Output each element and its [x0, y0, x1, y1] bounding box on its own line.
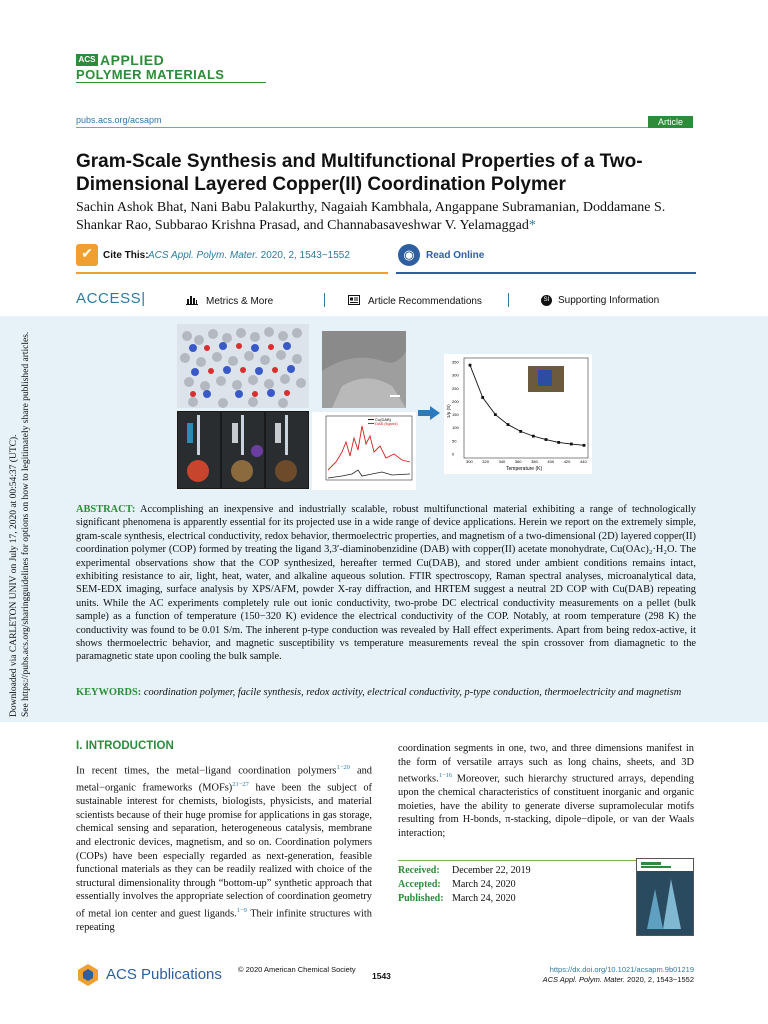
crystal-structure-image — [177, 324, 309, 408]
globe-icon: ◉ — [398, 244, 420, 266]
accepted-label: Accepted: — [398, 879, 441, 890]
intro-text: In recent times, the metal−ligand coordination polymers — [76, 765, 337, 777]
access-bar — [76, 289, 696, 313]
intro-text: Moreover, such hierarchy structured arrays, depending upon the chemical characteristics of constituent inorganic and organic moieties, have the ability to generate diverse supramolecular motifs resulting from H-bonds, π-stacking, dipole−dipole, or van der Waals interaction; — [398, 773, 694, 840]
access-divider — [324, 293, 325, 307]
published-value: March 24, 2020 — [452, 893, 516, 904]
intro-text: and metal−organic frameworks (MOFs) — [76, 765, 372, 794]
logo-underline — [76, 82, 266, 83]
spectra-plot — [312, 412, 416, 490]
plot-xtick-label: 360 — [514, 459, 522, 464]
plot-data-point — [519, 430, 522, 433]
doi-citation — [540, 975, 694, 985]
plot-data-point — [507, 423, 510, 426]
plot-xtick-label: 380 — [531, 459, 538, 464]
plot-xtick-label: 420 — [563, 459, 571, 464]
access-text: ACCESS — [76, 290, 142, 307]
conductivity-plot — [444, 354, 592, 474]
published-label: Published: — [398, 893, 444, 904]
citation-journal: ACS Appl. Polym. Mater. — [148, 250, 258, 261]
citation-link[interactable] — [148, 250, 350, 261]
abstract-text: Accomplishing an inexpensive and industrially scalable, robust multifunctional material exhibiting a range of technologically significant phenomena is apparently essential for its projected use in a wide range of device applications. Herein we report on the extremely simple, gram-scale synthesis, electrical conductivity, redox behavior, thermoelectric properties, and magnetism of a two-dimensional (2D) layered copper(II) coordination polymer (COP) formed by treating the ligand 3,3′-diaminobenzidine (DAB) with copper(II) acetate monohydrate, Cu(OAc)₂·H₂O. The experimental observations show that the COP synthesized, hereafter termed Cu(DAB), and stored under ambient conditions remains intact, exhibiting resistance to air, light, heat, water, and alkaline aqueous solution. FTIR spectroscopy, Raman spectral analyses, microanalytical data, SEM-EDX imaging, surface analysis by XPS/AFM, powder X-ray diffraction, and HRTEM suggest a neutral 2D COP with Cu(DAB) repeating units. While the AC experiments completely rule out ionic conductivity, two-probe DC electrical conductivity measurements on a pellet (bulk sample) as a function of temperature (150−320 K) evidence the electrical conductivity of the COP. Notably, at room temperature (298 K) the conductivity was found to be 0.01 S/m. The inherent p-type conduction was revealed by Hall effect experiments. Apart from being redox-active, it shows thermoelectric behavior, and magnetic susceptibility vs temperature measurements reveal the spin crossover from diamagnetic to the paramagnetic state upon cooling the bulk sample. — [76, 504, 696, 663]
journal-cover-thumbnail[interactable] — [636, 858, 694, 936]
accepted-value: March 24, 2020 — [452, 879, 516, 890]
recommendations-label: Article Recommendations — [368, 296, 482, 307]
check-icon: ✔ — [76, 244, 98, 266]
plot-data-point — [532, 435, 535, 438]
header-divider — [76, 127, 693, 128]
acs-badge: ACS — [76, 54, 98, 66]
plot-ytick-label: 350 — [452, 359, 459, 365]
received-label: Received: — [398, 865, 440, 876]
doi-block — [540, 965, 694, 985]
plot-ytick-label: 300 — [452, 372, 459, 378]
intro-paragraph-continued — [398, 742, 694, 841]
intro-text: coordination segments in one, two, and three dimensions manifest in the form of versatile arrays such as long chains, sheets, and 3D networks. — [398, 743, 694, 785]
intro-text: have been the subject of sustainable interest for chemists, biologists, physicists, and material scientists because of their huge promise for applications in gas storage, chemical sensing and separation, heterogeneous catalysis, membrane and electronic devices, magnetism, and so on. Coordination polymers (COPs) have been especially regarded as next-generation, feasible functional materials as they can be readily realized with choice of the structural dimensionality through “bottom-up” synthetic approach that essentially involves the appropriate selection of coordination geometry of metal ion center and guest ligands. — [76, 782, 372, 920]
journal-name-line1: APPLIED — [100, 52, 165, 68]
intro-text: Their infinite structures with repeating — [76, 908, 372, 933]
read-online-label[interactable]: Read Online — [426, 250, 485, 261]
access-divider — [508, 293, 509, 307]
plot-ytick-label: 0 — [452, 451, 455, 457]
corresponding-author-mark[interactable]: * — [528, 218, 536, 233]
conductivity-chart — [444, 354, 592, 474]
author-list — [76, 199, 696, 235]
plot-xtick-label: 440 — [580, 459, 587, 464]
plot-xtick-label: 320 — [482, 459, 489, 464]
intro-paragraph — [76, 761, 372, 935]
download-notice-line2: See https://pubs.acs.org/sharingguidelines for options on how to legitimately share published articles. — [21, 331, 31, 717]
right-column — [398, 742, 694, 841]
doi-link[interactable]: https://dx.doi.org/10.1021/acsapm.9b01219 — [549, 965, 694, 974]
acs-publications-logo[interactable] — [76, 963, 236, 987]
document-list-icon — [348, 295, 360, 305]
plot-ytick-label: 50 — [452, 438, 457, 444]
arrow-right-icon — [418, 406, 440, 420]
plot-data-point — [545, 438, 548, 441]
plot-xlabel: Temperature (K) — [506, 466, 543, 472]
left-column — [76, 740, 372, 935]
plot-data-point — [469, 364, 472, 367]
received-date — [398, 865, 531, 876]
plot-data-point — [494, 413, 497, 416]
plot-ylabel: 1/ρ (S) — [446, 404, 451, 418]
plot-xtick-label: 300 — [466, 459, 473, 464]
access-label: ACCESS| — [76, 290, 146, 307]
hrtem-image — [322, 331, 406, 408]
section-heading: I. INTRODUCTION — [76, 740, 174, 752]
spectra-legend-dab: DAB (ligand) — [375, 421, 398, 426]
metrics-label: Metrics & More — [206, 296, 274, 307]
cite-this-bar[interactable] — [76, 242, 388, 274]
plot-xtick-label: 340 — [498, 459, 506, 464]
keywords-label: KEYWORDS: — [76, 687, 142, 698]
journal-logo — [76, 54, 266, 82]
conductivity-series-line — [470, 365, 584, 445]
pellet-photo-probe — [538, 370, 552, 386]
copyright-notice: © 2020 American Chemical Society — [238, 965, 356, 974]
keywords — [76, 686, 696, 699]
plot-data-point — [557, 441, 560, 444]
abstract-label: ABSTRACT: — [76, 504, 136, 515]
published-date — [398, 893, 516, 904]
si-icon: SI — [541, 295, 552, 306]
spectra-legend-cu: Cu(DAB) — [375, 417, 392, 422]
plot-ytick-label: 100 — [452, 425, 459, 431]
keywords-text: coordination polymer, facile synthesis, redox activity, electrical conductivity, p-type conduction, thermoelectricity and magnetism — [143, 687, 682, 698]
plot-ytick-label: 250 — [452, 385, 459, 391]
read-online-bar[interactable] — [396, 242, 696, 274]
plot-data-point — [481, 396, 484, 399]
author-names: Sachin Ashok Bhat, Nani Babu Palakurthy, Nagaiah Kambhala, Angappane Subramanian, Doddamane S. Shankar Rao, Subbarao Krishna Prasad, and Channabasaveshwar V. Yelamaggad — [76, 200, 666, 233]
download-notice — [1, 307, 31, 717]
synthesis-photos — [177, 411, 309, 489]
citation-details: 2020, 2, 1543−1552 — [260, 250, 350, 261]
abstract — [76, 503, 696, 664]
article-type-badge: Article — [648, 116, 693, 128]
reference-link[interactable]: 1−20 — [336, 764, 350, 771]
reference-link[interactable]: 21−27 — [232, 781, 249, 789]
download-notice-line1: Downloaded via CARLETON UNIV on July 17, 2020 at 00:54:37 (UTC). — [9, 434, 19, 717]
acs-hexagon-icon — [76, 963, 100, 987]
accepted-date — [398, 879, 516, 890]
supporting-label: Supporting Information — [558, 295, 660, 307]
plot-data-point — [583, 444, 586, 447]
article-title: Gram-Scale Synthesis and Multifunctional Properties of a Two-Dimensional Layered Copper(II) Coordination Polymer — [76, 151, 643, 195]
reference-link[interactable]: 1−16 — [438, 772, 453, 780]
plot-data-point — [570, 443, 573, 446]
doi-details: 2020, 2, 1543−1552 — [624, 975, 694, 984]
supporting-information-link[interactable] — [541, 295, 659, 306]
page-number: 1543 — [372, 971, 391, 981]
plot-ytick-label: 200 — [452, 398, 459, 404]
bar-chart-icon — [186, 295, 198, 305]
cite-label: Cite This: — [103, 250, 149, 261]
plot-xtick-label: 400 — [547, 459, 555, 464]
journal-url-link[interactable]: pubs.acs.org/acsapm — [76, 115, 162, 125]
plot-frame — [464, 358, 588, 458]
reference-link[interactable]: 1−9 — [236, 906, 247, 914]
publisher-name: ACS Publications — [106, 966, 222, 983]
received-value: December 22, 2019 — [452, 865, 531, 876]
plot-ytick-label: 150 — [452, 412, 459, 418]
article-recommendations-link[interactable] — [348, 295, 482, 307]
metrics-more-link[interactable] — [186, 295, 273, 307]
journal-name-line2: POLYMER MATERIALS — [76, 67, 225, 82]
doi-journal: ACS Appl. Polym. Mater. — [542, 975, 625, 984]
